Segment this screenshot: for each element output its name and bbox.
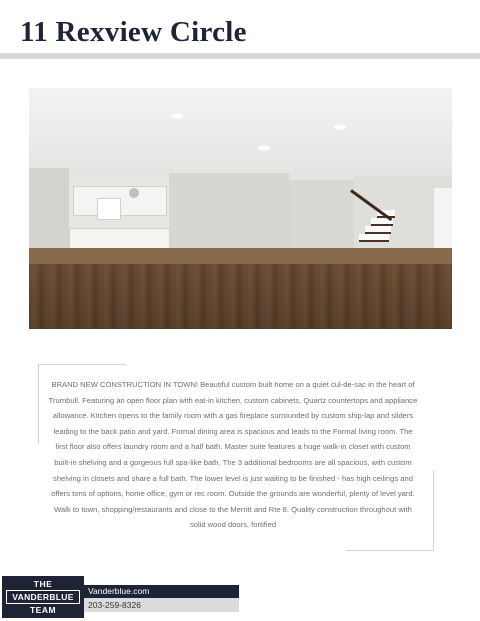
website-link[interactable]: Vanderblue.com — [88, 586, 150, 596]
frame-top-left — [38, 364, 126, 365]
property-photo — [29, 88, 452, 329]
property-description: BRAND NEW CONSTRUCTION IN TOWN! Beautiful custom built home on a quiet cul-de-sac in the heart of Trumbull. Featuring an open floor plan with eat-in kitchen, custom cabinets, Quartz countertops and appliance allowance. Kitchen opens to the family room with a gas fireplace surrounded by custom ship-lap and sliders leading to the back patio and yard. Formal dining area is spacious and leads to the Formal living room. The first floor also offers laundry room and a half bath. Master suite features a huge walk-in closet with custom built-in shelving and a gorgeous full spa-like bath. The 3 additional bedrooms are all spacious, with custom shelving in closets and share a full bath. The lower level is just waiting to be finished - has high ceilings and offers tons of options, home office, gym or rec room. Outside the grounds are wonderful, plenty of level yard. Walk to town, shopping/restaurants and close to the Merritt and Rte 8. Quality construction throughout with solid wood doors, fortified — [48, 380, 418, 530]
photo-stair-1 — [359, 234, 389, 242]
photo-window — [97, 198, 121, 220]
logo-line-3: TEAM — [29, 605, 57, 615]
photo-ceiling — [29, 88, 452, 183]
photo-stair-2 — [365, 226, 391, 234]
logo-line-1: THE — [33, 579, 53, 589]
photo-ceiling-light — [258, 146, 270, 150]
frame-right — [433, 470, 434, 551]
page-title: 11 Rexview Circle — [20, 16, 247, 48]
frame-bottom-right — [346, 550, 434, 551]
header-rule — [0, 53, 480, 59]
team-logo — [2, 576, 84, 618]
photo-ceiling-light — [171, 114, 183, 118]
photo-ceiling-light — [334, 125, 346, 129]
logo-line-2: VANDERBLUE — [6, 590, 80, 604]
frame-left — [38, 364, 39, 444]
photo-floor-shade — [29, 264, 452, 329]
photo-pendant-light — [129, 188, 139, 198]
photo-lower-cabinets — [69, 228, 171, 250]
phone-number: 203-259-8326 — [88, 600, 141, 610]
